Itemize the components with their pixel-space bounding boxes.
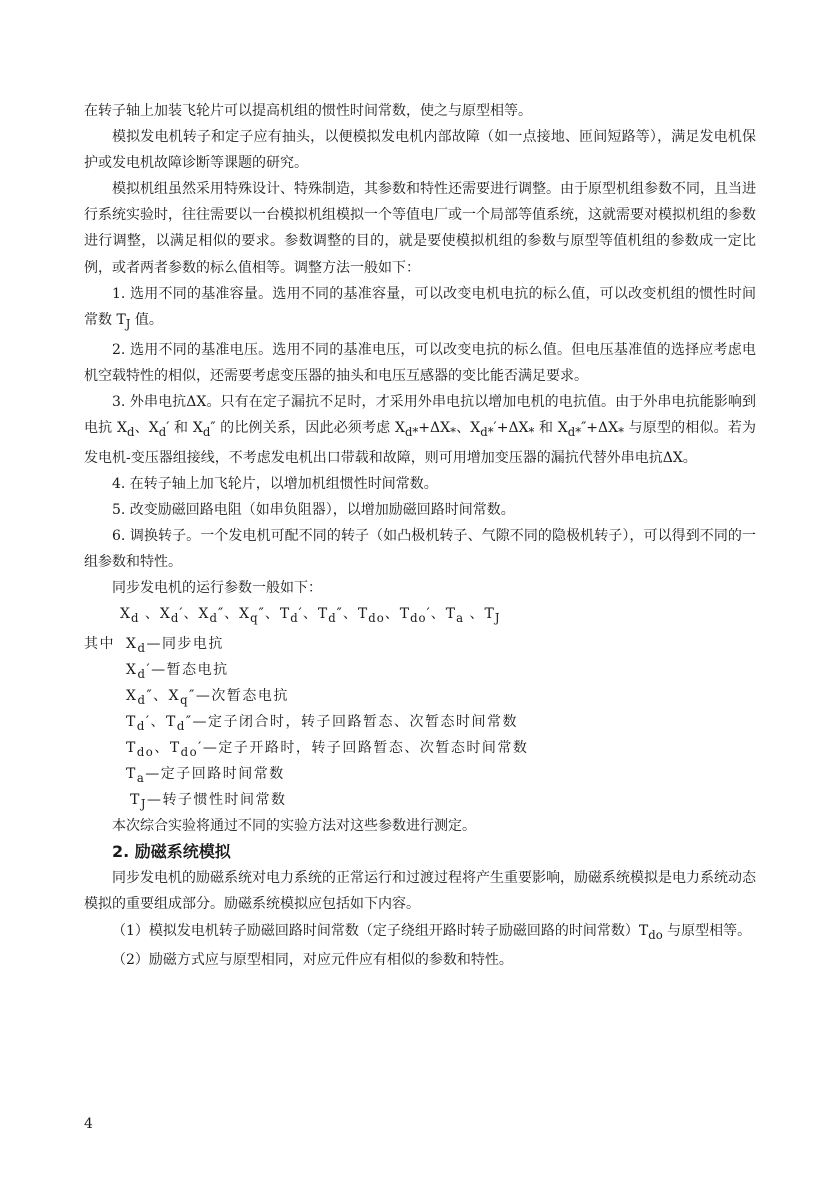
list-item: （1）模拟发电机转子励磁回路时间常数（定子绕组开路时转子励磁回路的时间常数）$T_{do}$ 与原型相等。 [112,922,752,942]
parameter-list: $X_d$ 、$X_d'$、$X_d''$、$X_q''$、$T_d'$、$T_d''$、$T_{do}$、$T_{do}'$、$T_a$ 、$T_J$ [120,606,501,626]
paragraph: 模拟机组虽然采用特殊设计、特殊制造，其参数和特性还需要进行调整。由于原型机组参数不同，且当进行系统实验时，往往需要以一台模拟机组模拟一个等值电厂或一个局部等值系统，这就需要对模拟机组的参数进行调整，以满足相似的要求。参数调整的目的，就是要使模拟机组的参数与原型等值机组的参数成一定比例，或者两者参数的标么值相等。调整方法一般如下： [84,181,756,276]
list-item: 3. 外串电抗ΔX。只有在定子漏抗不足时，才采用外串电抗以增加电机的电抗值。由于外串电抗能影响到电抗 $X_d$、$X_d'$ 和 $X_d''$ 的比例关系，因此必须考虑 $X_{d*}+\Delta X_*$、$X_{d*}'+\Delta X_*$ 和 $X_{d*}''+\Delta X_*$ 与原型的相似。若为发电机-变压器组接线，不考虑发电机出口带载和故障，则可用增加变压器的漏抗代替外串电抗ΔX。 [84,393,757,466]
list-item: （2）励磁方式应与原型相同，对应元件应有相似的参数和特性。 [112,952,513,969]
page-number: 4 [84,1116,93,1132]
definition-item: $X_d''$、$X_q''—$次暂态电抗 [126,688,289,708]
list-item: 4. 在转子轴上加飞轮片，以增加机组惯性时间常数。 [112,475,438,492]
list-item: 1. 选用不同的基准容量。选用不同的基准容量，可以改变电机电抗的标么值，可以改变机组的惯性时间常数 $T_J$ 值。 [84,285,756,331]
list-item: 2. 选用不同的基准电压。选用不同的基准电压，可以改变电抗的标么值。但电压基准值的选择应考虑电机空载特性的相似，还需要考虑变压器的抽头和电压互感器的变比能否满足要求。 [84,341,756,384]
definition-list [84,631,756,813]
body-text [84,98,756,974]
definition-item: $T_a—$定子回路时间常数 [126,766,285,786]
definition-item: $T_J—$转子惯性时间常数 [130,792,287,812]
definition-item: $T_{do}$、$T_{do}'—$定子开路时，转子回路暂态、次暂态时间常数 [126,740,529,760]
paragraph: 本次综合实验将通过不同的实验方法对这些参数进行测定。 [112,818,476,835]
paragraph: 在转子轴上加装飞轮片可以提高机组的惯性时间常数，使之与原型相等。 [84,103,532,119]
paragraph: 模拟发电机转子和定子应有抽头，以便模拟发电机内部故障（如一点接地、匝间短路等），满足发电机保护或发电机故障诊断等课题的研究。 [84,129,756,172]
list-item: 6. 调换转子。一个发电机可配不同的转子（如凸极机转子、气隙不同的隐极机转子），可以得到不同的一组参数和特性。 [84,528,756,571]
paragraph: 同步发电机的励磁系统对电力系统的正常运行和过渡过程将产生重要影响，励磁系统模拟是电力系统动态模拟的重要组成部分。励磁系统模拟应包括如下内容。 [84,870,756,913]
section-heading: 2. 励磁系统模拟 [112,842,231,862]
definition-item: $T_d'$、$T_d''—$定子闭合时，转子回路暂态、次暂态时间常数 [126,714,519,734]
paragraph: 同步发电机的运行参数一般如下： [112,580,322,597]
list-item: 5. 改变励磁回路电阻（如串负阻器），以增加励磁回路时间常数。 [112,502,515,518]
definition-item: $X_d'—$暂态电抗 [126,662,229,682]
definition-lead: 其中 [84,636,115,653]
definition-item: $X_d—$同步电抗 [126,636,224,656]
